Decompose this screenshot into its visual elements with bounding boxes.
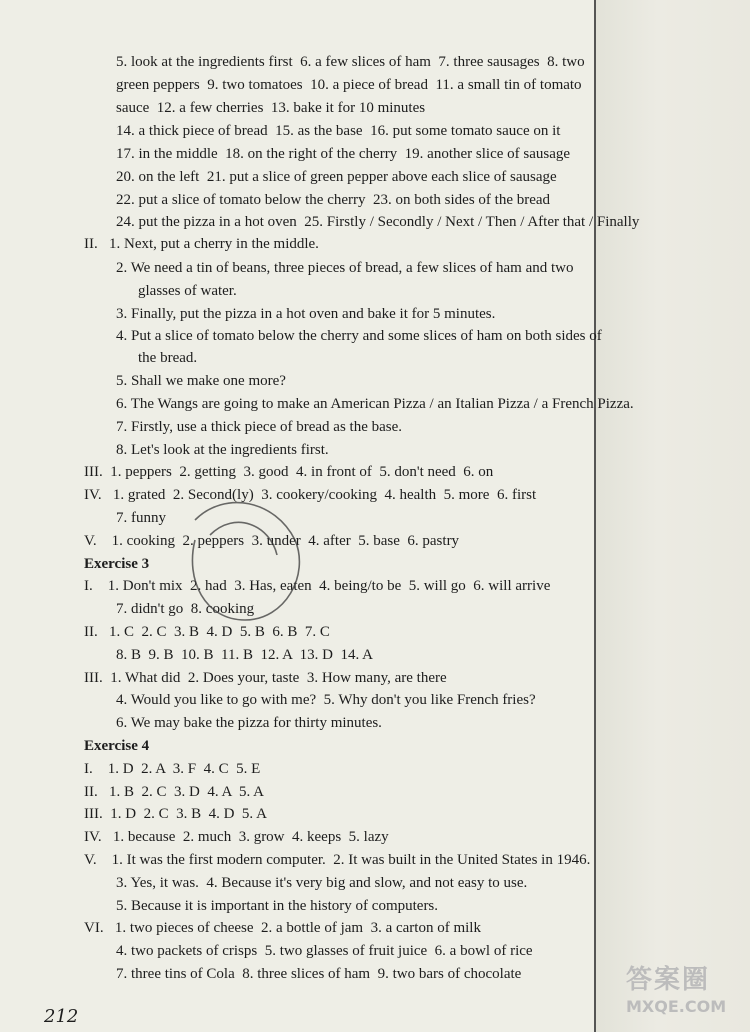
answer-line: glasses of water. [138,283,237,299]
answer-line: 4. Would you like to go with me? 5. Why don't you like French fries? [116,692,536,708]
answer-line: 4. two packets of crisps 5. two glasses of fruit juice 6. a bowl of rice [116,943,533,959]
adjacent-page-edge [596,0,750,1032]
answer-line: 7. funny [116,510,166,526]
answer-line: 5. look at the ingredients first 6. a few slices of ham 7. three sausages 8. two [116,54,585,70]
answer-line: 2. We need a tin of beans, three pieces of bread, a few slices of ham and two [116,260,574,276]
answer-line: 22. put a slice of tomato below the cherry 23. on both sides of the bread [116,192,551,208]
answer-line: 8. Let's look at the ingredients first. [116,442,329,458]
answer-line: 14. a thick piece of bread 15. as the base 16. put some tomato sauce on it [116,123,561,139]
answer-line: III. 1. peppers 2. getting 3. good 4. in front of 5. don't need 6. on [84,464,494,480]
answer-line: II. 1. Next, put a cherry in the middle. [84,236,319,252]
answer-line: 24. put the pizza in a hot oven 25. Firstly / Secondly / Next / Then / After that / Finally [116,214,640,230]
answer-line: 5. Because it is important in the history of computers. [116,898,439,914]
answer-line: VI. 1. two pieces of cheese 2. a bottle of jam 3. a carton of milk [84,920,481,936]
answer-line: 5. Shall we make one more? [116,373,286,389]
answer-line: III. 1. D 2. C 3. B 4. D 5. A [84,806,267,822]
page-fold-line [594,0,596,1032]
answer-line: sauce 12. a few cherries 13. bake it for 10 minutes [116,100,426,116]
answer-line: 17. in the middle 18. on the right of the cherry 19. another slice of sausage [116,146,571,162]
page-number: 212 [44,1006,79,1027]
answer-line: 8. B 9. B 10. B 11. B 12. A 13. D 14. A [116,647,373,663]
answer-line: 7. didn't go 8. cooking [116,601,255,617]
answer-line: III. 1. What did 2. Does your, taste 3. How many, are there [84,670,447,686]
watermark-cn: 答案圈 [626,965,711,995]
answer-line: 4. Put a slice of tomato below the cherry and some slices of ham on both sides of [116,328,602,344]
answer-line: II. 1. C 2. C 3. B 4. D 5. B 6. B 7. C [84,624,330,640]
answer-line: the bread. [138,350,198,366]
answer-line: 3. Yes, it was. 4. Because it's very big and slow, and not easy to use. [116,875,528,891]
answer-line: green peppers 9. two tomatoes 10. a piece of bread 11. a small tin of tomato [116,77,582,93]
answer-line: 7. Firstly, use a thick piece of bread as the base. [116,419,403,435]
answer-line: 6. We may bake the pizza for thirty minutes. [116,715,382,731]
answer-line: V. 1. cooking 2. peppers 3. under 4. after 5. base 6. pastry [84,533,460,549]
answer-line: I. 1. Don't mix 2. had 3. Has, eaten 4. being/to be 5. will go 6. will arrive [84,578,551,594]
answer-line: IV. 1. grated 2. Second(ly) 3. cookery/cooking 4. health 5. more 6. first [84,487,537,503]
watermark-logo [626,964,744,1026]
answer-line: II. 1. B 2. C 3. D 4. A 5. A [84,784,265,800]
answer-line: 20. on the left 21. put a slice of green pepper above each slice of sausage [116,169,557,185]
answer-line: I. 1. D 2. A 3. F 4. C 5. E [84,761,261,777]
exercise-heading: Exercise 4 [84,738,150,754]
exercise-heading: Exercise 3 [84,556,150,572]
answer-line: 3. Finally, put the pizza in a hot oven and bake it for 5 minutes. [116,306,496,322]
answer-line: V. 1. It was the first modern computer. 2. It was built in the United States in 1946. [84,852,591,868]
answer-line: 7. three tins of Cola 8. three slices of ham 9. two bars of chocolate [116,966,522,982]
answer-line: 6. The Wangs are going to make an American Pizza / an Italian Pizza / a French Pizza. [116,396,634,412]
watermark-url: MXQE.COM [626,997,727,1016]
answer-line: IV. 1. because 2. much 3. grow 4. keeps 5. lazy [84,829,389,845]
